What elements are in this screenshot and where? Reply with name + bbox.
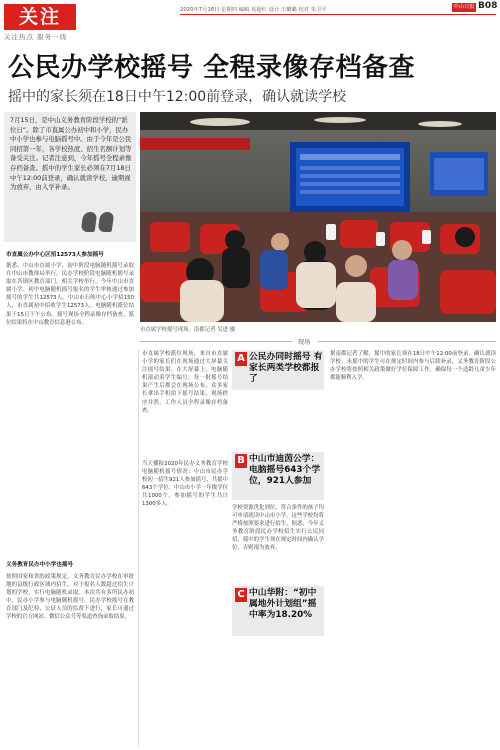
- column-6-text: 据南都记者了解，摇中的家长须在18日中午12:00前登录，确认就读学校。未摇中的学生可在规定时间内参与后续补录，义务教育阶段公办学校将按照相关政策做好学位保障工作，确保每一个适龄儿童少年都能顺利入学。: [330, 351, 496, 382]
- section-heading-1: 市直属公办中心区招12573人参加摇号: [6, 252, 104, 258]
- section-rule-right: [318, 341, 496, 342]
- highlight-box-a: [232, 350, 324, 390]
- highlight-box-c: [232, 586, 324, 636]
- paper-name: 中山日报: [453, 4, 475, 10]
- section-heading-2: 义务教育民办中小学也摇号: [6, 562, 74, 568]
- column-4-text: 当天播报2020年民办义务教育学校电脑随机摇号情况：中山市民办学校初一招生921人参加摇号，共摇中643个学位。中山市小学一年级学位共1000个，参加摇号的学生共计1300多人。: [142, 461, 228, 508]
- page-number: B08: [478, 1, 498, 11]
- quote-mark-icon: [82, 212, 118, 238]
- highlight-title-a: 公民办同时摇号 有家长两类学校都报了: [249, 352, 323, 384]
- page-header: [0, 0, 500, 50]
- column-5-text: 学校资源优化到位，符合条件的孩子均可申请就读中山市小学，这些学校均将严格按照要求进行招生。据悉，今年义务教育阶段民办学校招生实行公民同招，摇中的学生须在规定时间内确认学位，否则视为放弃。: [232, 505, 324, 552]
- issue-info: 2020年7月16日 星期四 编辑 易超红 设计 王璐璐 校对 朱卫平: [180, 7, 327, 13]
- highlight-letter-b: B: [235, 454, 247, 468]
- column-1-text: 据悉，中山市直属小学、初中阶段电脑随机摇号录取在中山市教体局举行。民办学校阶段电脑随机摇号录取在各镇区教育部门，相关学校举行。今年中山市直属小学、初中电脑随机摇号报名的学生审核通过参加摇号的学生共12573人。中山市石岐中心小学招150人，市直属初中招收学生12573人。电脑随机派位结果于15日下午公布。摇号现场全程录像存档备查，派位结果将在中山教育信息港公布。: [6, 263, 134, 326]
- headline: 公民办学校摇号 全程录像存档备查: [8, 53, 416, 83]
- highlight-title-c: 中山华附：“初中属地外计划组”摇中率为18.20%: [249, 588, 317, 620]
- highlight-box-b: [232, 452, 324, 500]
- section-rule-left: [140, 341, 292, 342]
- highlight-letter-a: A: [235, 352, 247, 366]
- column-2-text: 按照国家和省的政策规定，义务教育民办学校在审批地的县级行政区域内招生。对于报名人数超过招生计划的学校，实行电脑随机录取。本次共有多所民办初中、民办小学参与电脑随机摇号。民办学校摇号在教育部门及纪检、公证人员的监督下进行，家长可通过学校的官方网站、微信公众号等渠道查询录取结果。: [6, 574, 134, 621]
- section-badge: 关注: [4, 4, 76, 30]
- section-slogan: 关注热点 服务一线: [4, 33, 68, 41]
- subheadline: 摇中的家长须在18日中午12:00前登录，确认就读学校: [8, 89, 347, 105]
- header-rule: [180, 14, 496, 15]
- photo-caption: 市直属学校摇号现场。南都记者 吴进 摄: [140, 327, 236, 333]
- lead-text: 7月15日，是中山义务教育阶段学校的“派位日”。除了市直属公办初中和小学，民办中小学也参与电脑摇号中。由于今年是公民同招第一年，各学校热度、招生名额计划等备受关注。记者注意到，今年摇号全程录像存档备查。摇中的学生家长必须在7月18日中午12:00前登录，确认就读学校，逾期视为放弃，由入学补录。: [10, 116, 132, 192]
- column-3-text: 市直属学校派位现场，来自市直属小学的家长们在现场通过大屏幕关注摇号结果。在大屏幕上，电脑随机滚动着学生编号，每一批摇号结果产生后都会在现场公布，众多家长拿出手机拍下摇号结果。现场秩序井然，工作人员全程录像存档备查。: [142, 351, 228, 414]
- lottery-scene-photo: [140, 112, 496, 322]
- section-label: 现场: [298, 339, 311, 346]
- column-divider: [138, 350, 139, 746]
- highlight-title-b: 中山市迪茵公学：电脑摇号643个学位，921人参加: [249, 454, 321, 486]
- highlight-letter-c: C: [235, 588, 247, 602]
